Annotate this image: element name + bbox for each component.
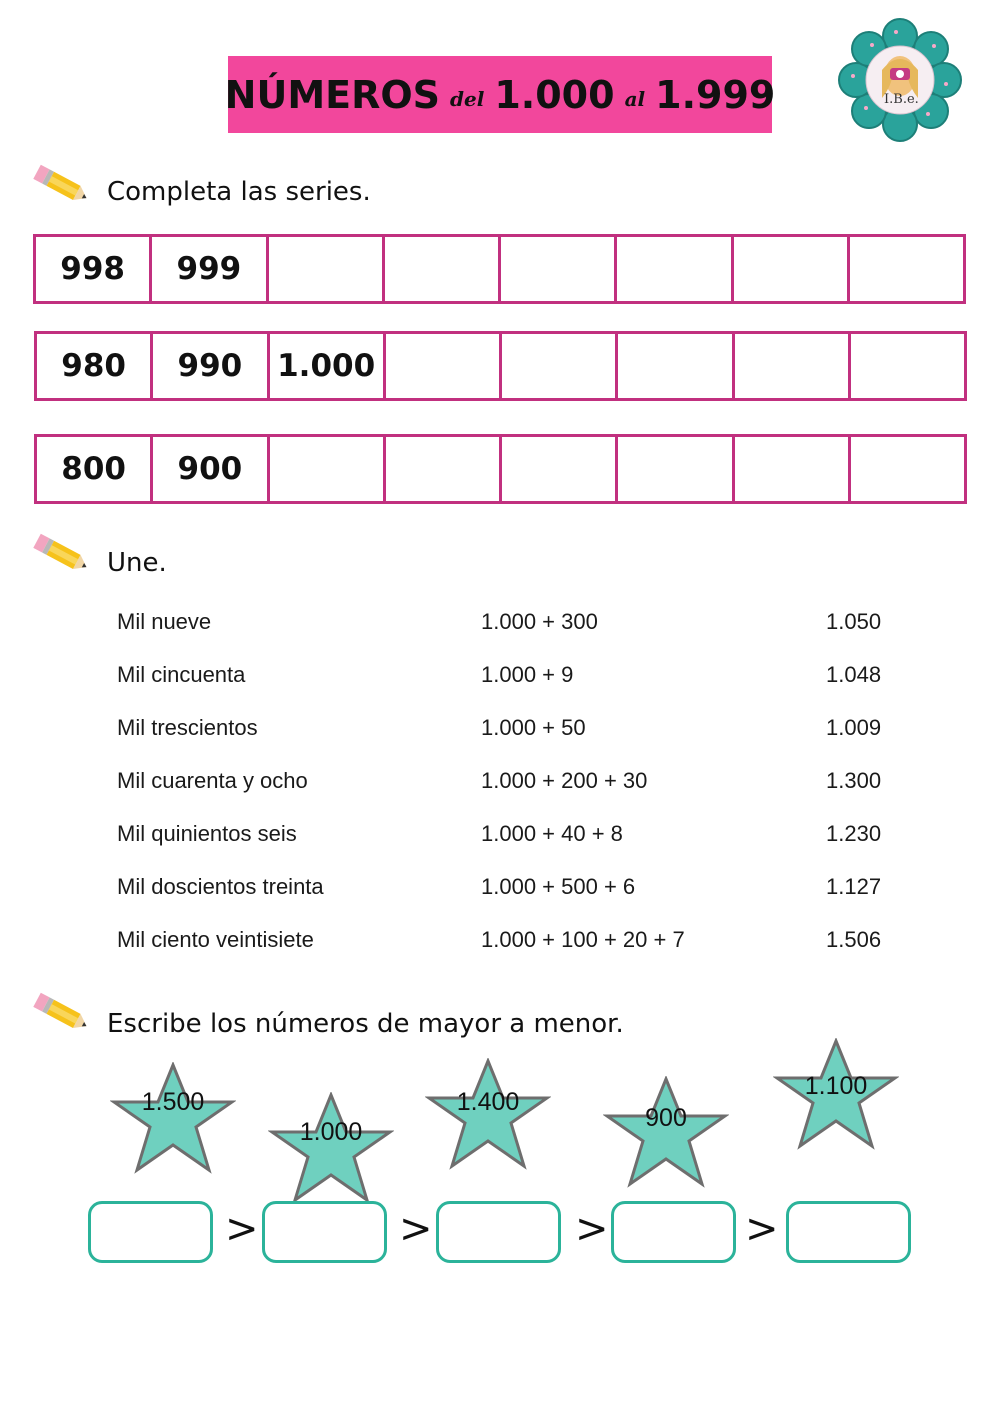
instruction-series: Completa las series.	[107, 177, 371, 207]
series-input[interactable]	[270, 437, 386, 501]
pencil-icon	[28, 158, 92, 214]
star-label: 1.500	[141, 1088, 205, 1116]
sum-item[interactable]: 1.000 + 200 + 30	[481, 768, 648, 793]
number-item[interactable]: 1.127	[826, 874, 882, 899]
greater-than-sign: >	[399, 1206, 433, 1252]
series-input[interactable]	[502, 334, 618, 398]
word-column	[117, 609, 324, 980]
title-from: 1.000	[494, 72, 615, 117]
series-input[interactable]	[386, 334, 502, 398]
star-label: 1.000	[299, 1118, 363, 1146]
sum-column	[481, 609, 685, 980]
greater-than-sign: >	[745, 1206, 779, 1252]
sum-item[interactable]: 1.000 + 40 + 8	[481, 821, 623, 846]
star-card[interactable]	[773, 1038, 899, 1156]
series-row-1	[33, 234, 966, 304]
answer-box[interactable]	[436, 1201, 561, 1263]
series-input[interactable]	[735, 334, 851, 398]
pencil-icon	[28, 527, 92, 583]
number-item[interactable]: 1.506	[826, 927, 882, 952]
series-input[interactable]	[851, 334, 964, 398]
logo-initials: I.B.e.	[884, 92, 919, 107]
series-input[interactable]	[501, 237, 617, 301]
number-column	[826, 609, 881, 980]
star-card[interactable]	[110, 1062, 236, 1180]
series-input[interactable]	[618, 334, 734, 398]
sum-item[interactable]: 1.000 + 50	[481, 715, 586, 740]
series-cell: 800	[37, 437, 153, 501]
series-input[interactable]	[385, 237, 501, 301]
title-al: al	[624, 86, 646, 111]
greater-than-sign: >	[225, 1206, 259, 1252]
word-item[interactable]: Mil doscientos treinta	[117, 874, 324, 899]
sum-item[interactable]: 1.000 + 500 + 6	[481, 874, 636, 899]
series-input[interactable]	[617, 237, 733, 301]
title-to: 1.999	[655, 72, 776, 117]
title-del: del	[450, 86, 485, 111]
answer-box[interactable]	[262, 1201, 387, 1263]
series-row-2	[34, 331, 967, 401]
pencil-icon	[28, 986, 92, 1042]
word-item[interactable]: Mil cuarenta y ocho	[117, 768, 308, 793]
series-cell: 999	[152, 237, 268, 301]
answer-box[interactable]	[786, 1201, 911, 1263]
number-item[interactable]: 1.050	[826, 609, 882, 634]
series-cell: 1.000	[270, 334, 386, 398]
word-item[interactable]: Mil ciento veintisiete	[117, 927, 314, 952]
series-cell: 980	[37, 334, 153, 398]
number-item[interactable]: 1.300	[826, 768, 882, 793]
series-cell: 998	[36, 237, 152, 301]
series-cell: 900	[153, 437, 269, 501]
series-input[interactable]	[735, 437, 851, 501]
series-row-3	[34, 434, 967, 504]
page-title	[224, 56, 776, 133]
sum-item[interactable]: 1.000 + 300	[481, 609, 598, 634]
star-card[interactable]	[425, 1058, 551, 1176]
number-item[interactable]: 1.230	[826, 821, 882, 846]
word-item[interactable]: Mil trescientos	[117, 715, 258, 740]
series-input[interactable]	[386, 437, 502, 501]
series-input[interactable]	[618, 437, 734, 501]
star-card[interactable]	[603, 1076, 729, 1194]
word-item[interactable]: Mil quinientos seis	[117, 821, 297, 846]
word-item[interactable]: Mil nueve	[117, 609, 212, 634]
title-numeros: NÚMEROS	[224, 72, 441, 117]
series-input[interactable]	[851, 437, 964, 501]
number-item[interactable]: 1.009	[826, 715, 882, 740]
series-input[interactable]	[734, 237, 850, 301]
instruction-order: Escribe los números de mayor a menor.	[107, 1009, 624, 1039]
sum-item[interactable]: 1.000 + 100 + 20 + 7	[481, 927, 685, 952]
word-item[interactable]: Mil cincuenta	[117, 662, 246, 687]
series-input[interactable]	[850, 237, 963, 301]
sum-item[interactable]: 1.000 + 9	[481, 662, 574, 687]
star-label: 1.100	[804, 1072, 868, 1100]
series-input[interactable]	[269, 237, 385, 301]
number-item[interactable]: 1.048	[826, 662, 882, 687]
series-cell: 990	[153, 334, 269, 398]
star-card[interactable]	[268, 1092, 394, 1210]
greater-than-sign: >	[575, 1206, 609, 1252]
instruction-une: Une.	[107, 548, 167, 578]
series-input[interactable]	[502, 437, 618, 501]
answer-box[interactable]	[88, 1201, 213, 1263]
answer-box[interactable]	[611, 1201, 736, 1263]
star-label: 900	[645, 1104, 687, 1132]
star-label: 1.400	[456, 1088, 520, 1116]
flower-logo	[838, 18, 962, 142]
